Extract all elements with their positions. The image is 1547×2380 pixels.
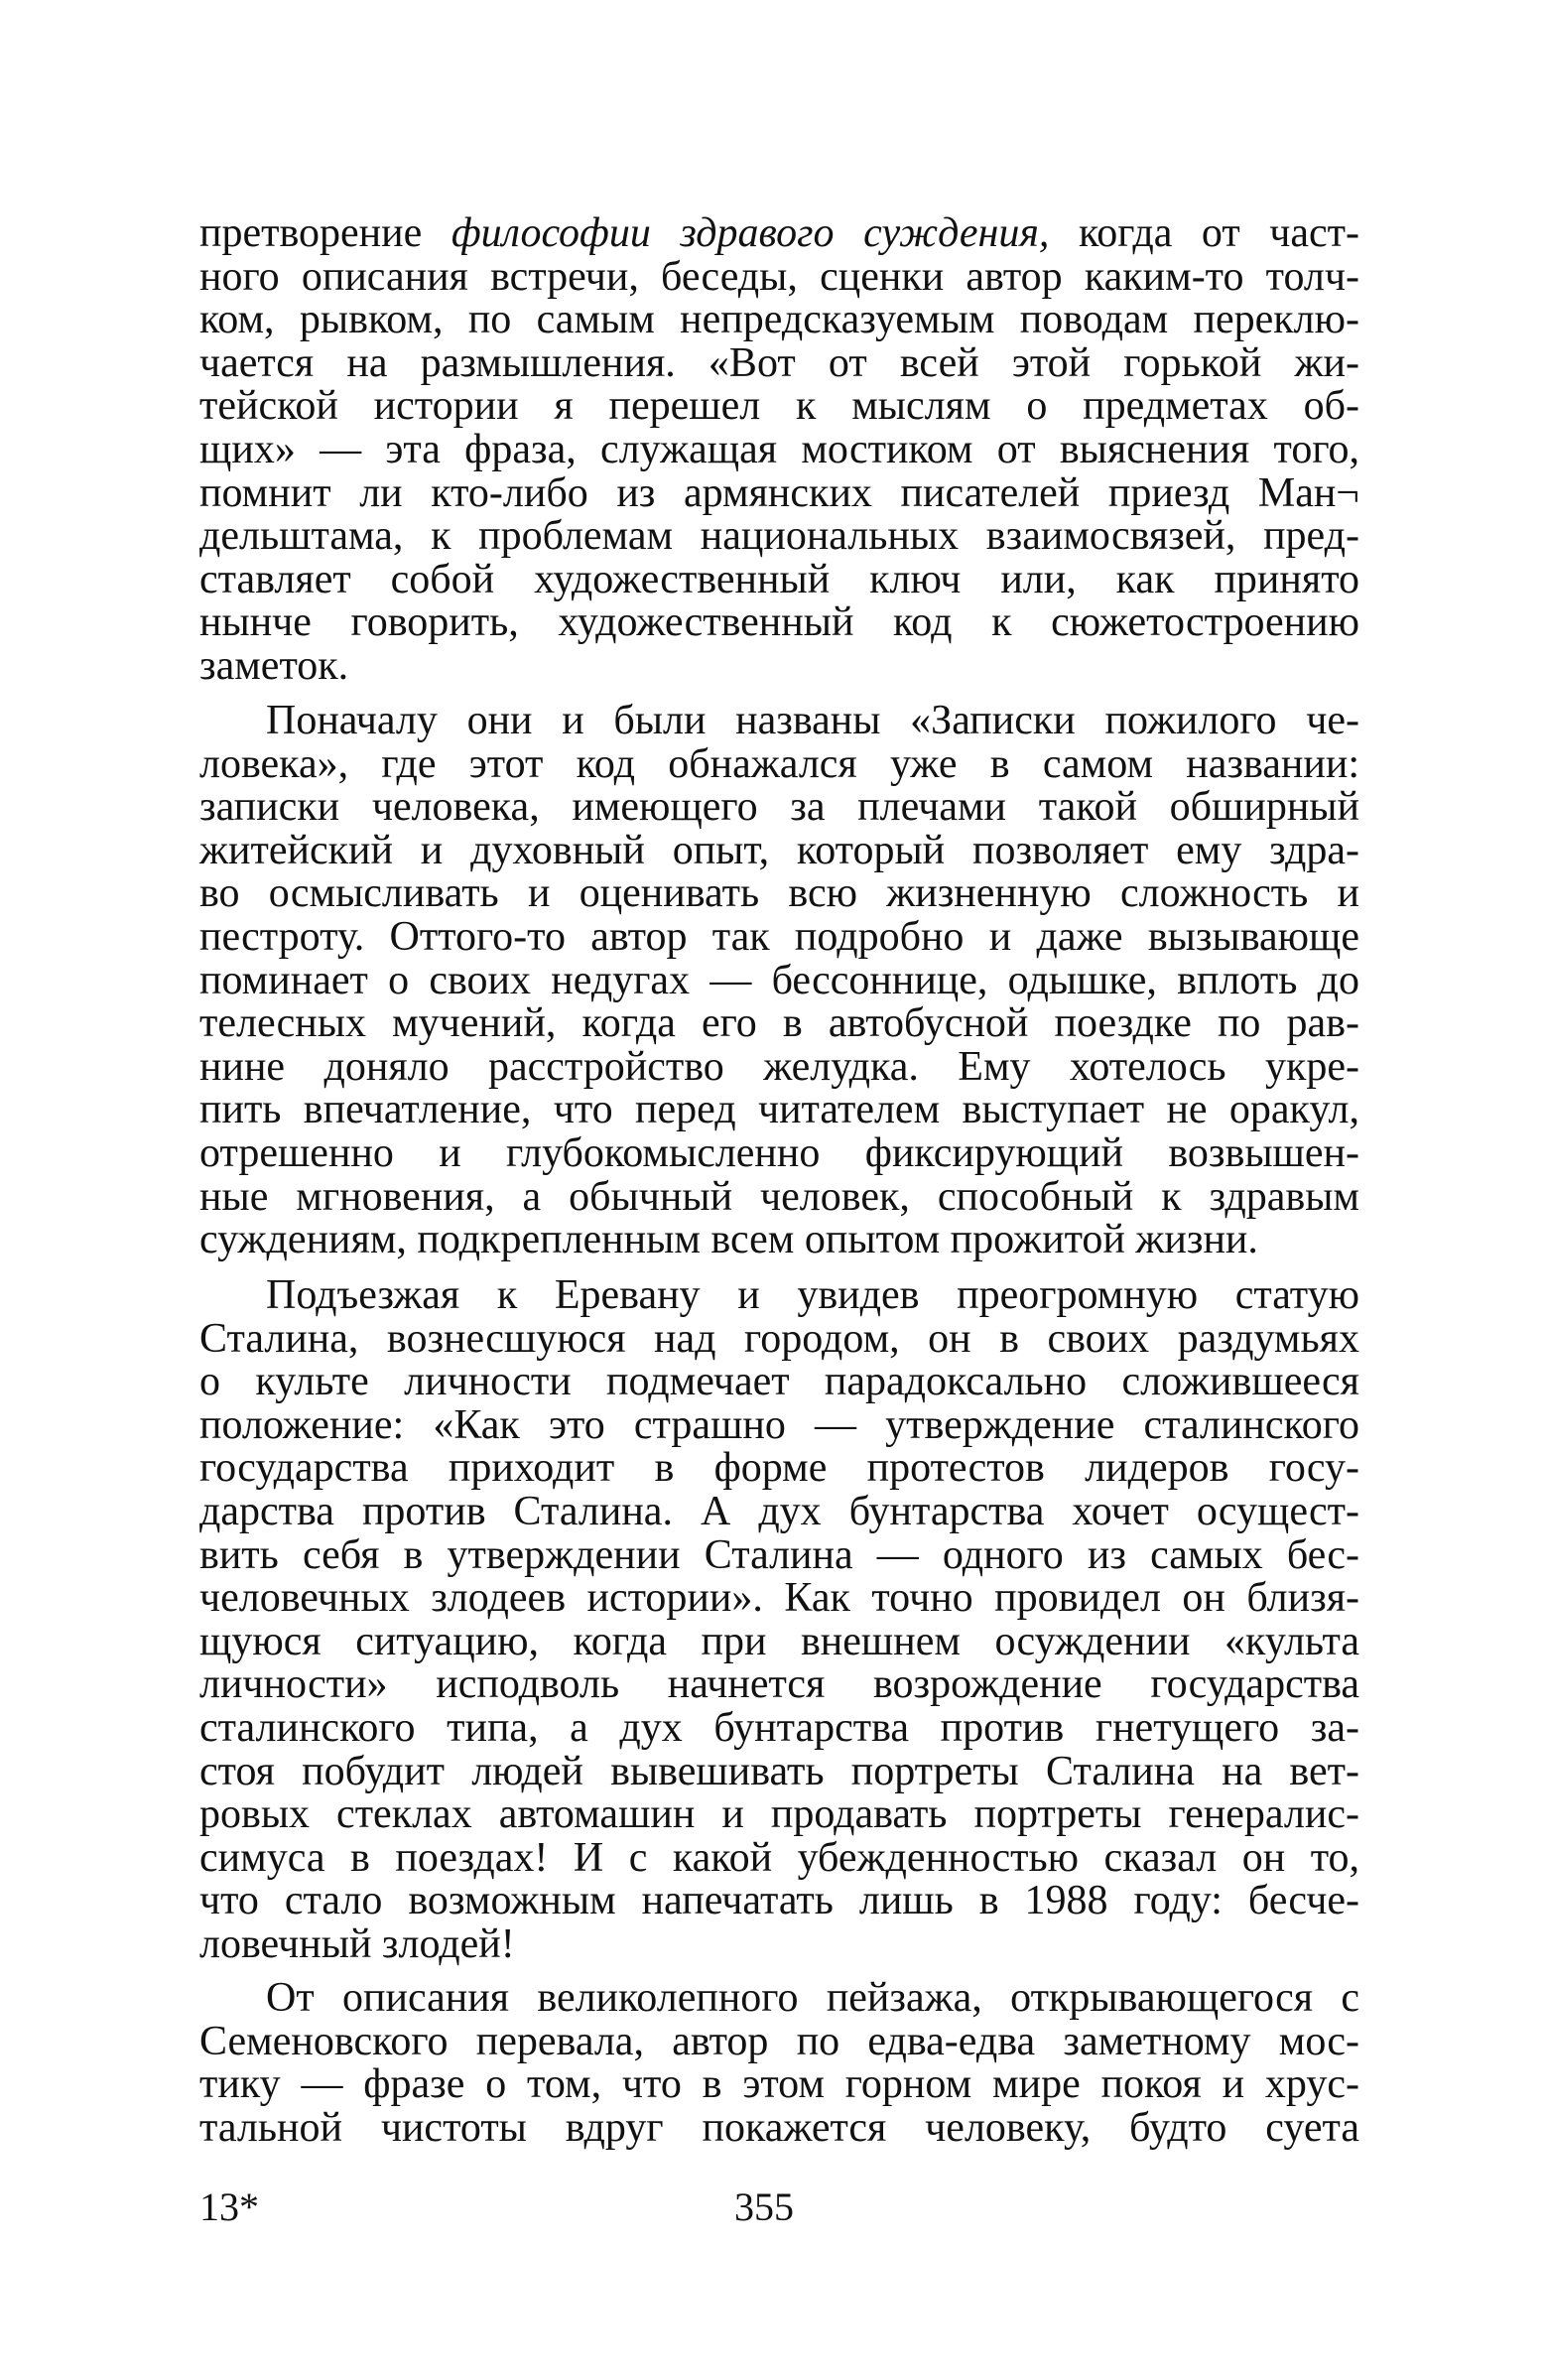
- text-line: человечных злодеев истории». Как точно провидел он близя-: [199, 1575, 1359, 1622]
- text-line: ставляет собой художественный ключ или, как принято: [199, 556, 1359, 602]
- text-line: ловека», где этот код обнажался уже в самом названии:: [199, 740, 1359, 787]
- text-line: во осмысливать и оценивать всю жизненную сложность и: [199, 870, 1359, 917]
- text-line: Поначалу они и были названы «Записки пожилого че-: [266, 698, 1359, 743]
- text-line: [199, 212, 1359, 256]
- text-line: ровых стеклах автомашин и продавать портреты генералис-: [199, 1791, 1359, 1838]
- text-line: заметок.: [199, 642, 349, 689]
- paragraph: [199, 700, 1359, 1262]
- paragraph: [199, 1977, 1359, 2150]
- text-line: дельштама, к проблемам национальных взаимосвязей, пред-: [199, 513, 1359, 560]
- text-line: записки человека, имеющего за плечами такой обширный: [199, 784, 1359, 831]
- text-line: положение: «Как это страшно — утверждение сталинского: [199, 1401, 1359, 1448]
- page-number: 355: [734, 2184, 794, 2229]
- text-line: ные мгновения, а обычный человек, способный к здравым: [199, 1173, 1359, 1220]
- text-line: нине доняло расстройство желудка. Ему хотелось укре-: [199, 1043, 1359, 1090]
- text-line: ного описания встречи, беседы, сценки автор каким-то толч-: [199, 253, 1359, 300]
- text-line: тейской истории я перешел к мыслям о предметах об-: [199, 383, 1359, 430]
- text-line: о культе личности подмечает парадоксально сложившееся: [199, 1359, 1359, 1405]
- text-line: ловечный злодей!: [199, 1920, 515, 1967]
- text-line: сталинского типа, а дух бунтарства против гнетущего за-: [199, 1704, 1359, 1751]
- text-line: отрешенно и глубокомысленно фиксирующий возвышен-: [199, 1129, 1359, 1176]
- signature-mark: 13*: [199, 2184, 259, 2229]
- text-line: телесных мучений, когда его в автобусной поездке по рав-: [199, 1000, 1359, 1047]
- text-line: тальной чистоты вдруг покажется человеку, будто суета: [199, 2104, 1359, 2151]
- text-line: дарства против Сталина. А дух бунтарства хочет осущест-: [199, 1488, 1359, 1534]
- paragraph: [199, 212, 1359, 689]
- text-line: пестроту. Оттого-то автор так подробно и даже вызывающе: [199, 913, 1359, 960]
- text-line: щих» — эта фраза, служащая мостиком от выяснения того,: [199, 426, 1359, 472]
- text-line: личности» исподволь начнется возрождение государства: [199, 1661, 1359, 1708]
- text-line: поминает о своих недугах — бессоннице, одышке, вплоть до: [199, 957, 1359, 1003]
- text-line: тику — фразе о том, что в этом горном мире покоя и хрус-: [199, 2061, 1359, 2108]
- text-line: государства приходит в форме протестов лидеров госу-: [199, 1445, 1359, 1492]
- text-line: Сталина, вознесшуюся над городом, он в своих раздумьях: [199, 1315, 1359, 1362]
- text-line: ком, рывком, по самым непредсказуемым поводам переклю-: [199, 297, 1359, 343]
- text-line: что стало возможным напечатать лишь в 1988 году: бесче-: [199, 1878, 1359, 1924]
- text-line: Семеновского перевала, автор по едва-едва заметному мос-: [199, 2018, 1359, 2064]
- text-fragment: претворение: [199, 210, 451, 256]
- text-line: вить себя в утверждении Сталина — одного из самых бес-: [199, 1531, 1359, 1578]
- text-line: симуса в поездах! И с какой убежденностью сказал он то,: [199, 1834, 1359, 1881]
- text-line: нынче говорить, художественный код к сюжетостроению: [199, 599, 1359, 646]
- text-line: От описания великолепного пейзажа, открывающегося с: [266, 1975, 1359, 2021]
- text-line: пить впечатление, что перед читателем выступает не оракул,: [199, 1087, 1359, 1133]
- paragraph: [199, 1274, 1359, 1967]
- text-fragment: когда от част-: [1049, 210, 1359, 256]
- text-line: щуюся ситуацию, когда при внешнем осуждении «культа: [199, 1618, 1359, 1664]
- text-line: стоя побудит людей вывешивать портреты Сталина на вет-: [199, 1748, 1359, 1794]
- text-line: житейский и духовный опыт, который позволяет ему здра-: [199, 827, 1359, 873]
- text-line: суждениям, подкрепленным всем опытом прожитой жизни.: [199, 1217, 1258, 1263]
- text-line: чается на размышления. «Вот от всей этой горькой жи-: [199, 339, 1359, 386]
- italic-phrase: философии здравого суждения,: [451, 210, 1050, 256]
- text-line: помнит ли кто-либо из армянских писателей приезд Ман¬: [199, 469, 1359, 516]
- text-line: Подъезжая к Еревану и увидев преогромную статую: [266, 1272, 1359, 1318]
